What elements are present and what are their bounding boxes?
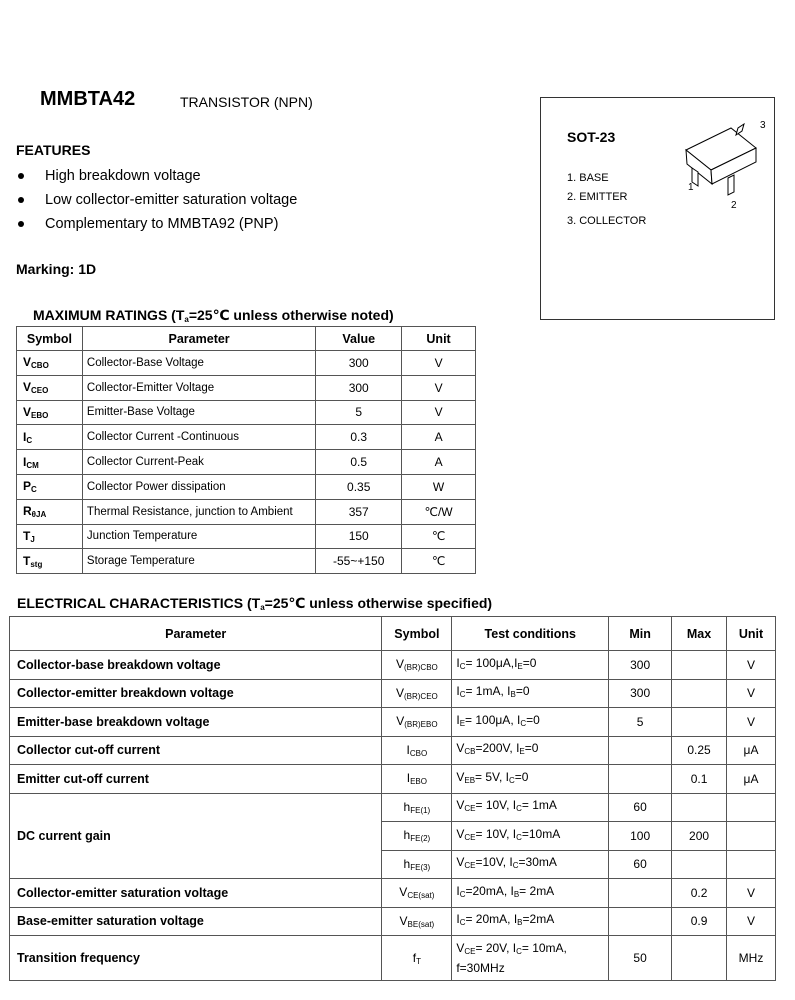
symbol-cell: $V_{CE(sat)}$: [382, 879, 452, 908]
parameter-cell: Thermal Resistance, junction to Ambient: [82, 499, 315, 524]
column-header: Value: [316, 327, 402, 351]
parameter-cell: Emitter cut-off current: [10, 765, 382, 794]
value-cell: 300: [316, 351, 402, 376]
table-row: [17, 351, 476, 376]
symbol-cell: $I_{CBO}$: [382, 736, 452, 765]
min-cell: 300: [609, 651, 672, 680]
max-cell: [672, 850, 727, 879]
parameter-cell: DC current gain: [10, 793, 382, 879]
table-row: [10, 936, 776, 981]
unit-cell: μA: [727, 765, 776, 794]
value-cell: 0.35: [316, 474, 402, 499]
unit-cell: ℃: [402, 524, 476, 549]
max-cell: 0.9: [672, 907, 727, 936]
symbol-cell: $V_{EBO}$: [17, 400, 83, 425]
max-cell: [672, 679, 727, 708]
max-cell: [672, 708, 727, 737]
symbol-cell: $T_J$: [17, 524, 83, 549]
table-row: [10, 708, 776, 737]
condition-cell: $I_C= 1mA$, $I_B=0$: [452, 679, 609, 708]
parameter-cell: Collector-base breakdown voltage: [10, 651, 382, 680]
table-row: [17, 425, 476, 450]
condition-cell: $V_{CE}= 10V$, $I_C=10mA$: [452, 822, 609, 851]
max-cell: 0.2: [672, 879, 727, 908]
max-ratings-title: MAXIMUM RATINGS ($T_a=25℃$ unless otherwise noted): [33, 307, 394, 324]
parameter-cell: Collector Power dissipation: [82, 474, 315, 499]
table-row: [10, 907, 776, 936]
unit-cell: V: [402, 351, 476, 376]
unit-cell: ℃: [402, 549, 476, 574]
symbol-cell: $h_{FE(3)}$: [382, 850, 452, 879]
table-row: [17, 549, 476, 574]
part-number: MMBTA42: [40, 88, 136, 110]
min-cell: [609, 879, 672, 908]
symbol-cell: $V_{(BR)CBO}$: [382, 651, 452, 680]
parameter-cell: Base-emitter saturation voltage: [10, 907, 382, 936]
parameter-cell: Collector-emitter breakdown voltage: [10, 679, 382, 708]
symbol-cell: $I_{EBO}$: [382, 765, 452, 794]
min-cell: 5: [609, 708, 672, 737]
min-cell: 60: [609, 793, 672, 822]
column-header: Symbol: [17, 327, 83, 351]
column-header: Test conditions: [452, 617, 609, 651]
table-row: [17, 524, 476, 549]
min-cell: 300: [609, 679, 672, 708]
feature-item: High breakdown voltage: [16, 164, 297, 188]
pin-2-label: 2. EMITTER: [567, 191, 628, 203]
value-cell: 150: [316, 524, 402, 549]
min-cell: [609, 907, 672, 936]
symbol-cell: $I_C$: [17, 425, 83, 450]
condition-cell: $V_{CE}= 10V$, $I_C= 1mA$: [452, 793, 609, 822]
max-cell: 0.1: [672, 765, 727, 794]
max-ratings-body: [17, 351, 476, 574]
condition-cell: $I_E= 100\mu A$, $I_C=0$: [452, 708, 609, 737]
max-cell: 0.25: [672, 736, 727, 765]
symbol-cell: $T_{stg}$: [17, 549, 83, 574]
table-row: [17, 400, 476, 425]
sot23-package-icon: [676, 110, 771, 220]
condition-cell: $I_C=20mA$, $I_B= 2mA$: [452, 879, 609, 908]
unit-cell: MHz: [727, 936, 776, 981]
electrical-table: [9, 616, 776, 981]
max-cell: [672, 793, 727, 822]
features-list: [16, 164, 297, 236]
table-row: [17, 474, 476, 499]
parameter-cell: Transition frequency: [10, 936, 382, 981]
unit-cell: V: [727, 679, 776, 708]
unit-cell: [727, 822, 776, 851]
pin-3-label: 3. COLLECTOR: [567, 215, 647, 227]
unit-cell: ℃/W: [402, 499, 476, 524]
column-header: Parameter: [82, 327, 315, 351]
unit-cell: [727, 850, 776, 879]
condition-cell: $V_{EB}= 5V$, $I_C=0$: [452, 765, 609, 794]
package-box: [540, 97, 775, 320]
unit-cell: V: [402, 375, 476, 400]
table-header-row: [10, 617, 776, 651]
min-cell: 100: [609, 822, 672, 851]
symbol-cell: $V_{(BR)EBO}$: [382, 708, 452, 737]
electrical-body: [10, 651, 776, 981]
feature-item: Low collector-emitter saturation voltage: [16, 188, 297, 212]
min-cell: [609, 736, 672, 765]
condition-cell: $I_C= 20mA$, $I_B=2mA$: [452, 907, 609, 936]
unit-cell: A: [402, 425, 476, 450]
column-header: Min: [609, 617, 672, 651]
column-header: Unit: [727, 617, 776, 651]
parameter-cell: Collector Current-Peak: [82, 450, 315, 475]
parameter-cell: Collector cut-off current: [10, 736, 382, 765]
min-cell: 50: [609, 936, 672, 981]
value-cell: -55~+150: [316, 549, 402, 574]
max-cell: [672, 936, 727, 981]
unit-cell: V: [727, 651, 776, 680]
max-cell: 200: [672, 822, 727, 851]
unit-cell: [727, 793, 776, 822]
column-header: Parameter: [10, 617, 382, 651]
symbol-cell: $V_{BE(sat)}$: [382, 907, 452, 936]
max-cell: [672, 651, 727, 680]
table-row: [10, 651, 776, 680]
table-row: [10, 793, 776, 822]
bullet-icon: [18, 197, 24, 203]
pin-1-number: 1: [688, 182, 694, 193]
unit-cell: V: [727, 708, 776, 737]
symbol-cell: $h_{FE(2)}$: [382, 822, 452, 851]
table-row: [10, 879, 776, 908]
feature-item: Complementary to MMBTA92 (PNP): [16, 212, 297, 236]
min-cell: [609, 765, 672, 794]
condition-cell: $V_{CB}=200V$, $I_E=0$: [452, 736, 609, 765]
unit-cell: A: [402, 450, 476, 475]
table-row: [10, 679, 776, 708]
unit-cell: V: [727, 879, 776, 908]
bullet-icon: [18, 173, 24, 179]
parameter-cell: Collector-emitter saturation voltage: [10, 879, 382, 908]
value-cell: 5: [316, 400, 402, 425]
table-row: [17, 375, 476, 400]
transistor-type: TRANSISTOR (NPN): [180, 94, 313, 110]
parameter-cell: Junction Temperature: [82, 524, 315, 549]
parameter-cell: Emitter-base breakdown voltage: [10, 708, 382, 737]
value-cell: 0.3: [316, 425, 402, 450]
parameter-cell: Collector Current -Continuous: [82, 425, 315, 450]
unit-cell: V: [402, 400, 476, 425]
parameter-cell: Collector-Base Voltage: [82, 351, 315, 376]
symbol-cell: $V_{(BR)CEO}$: [382, 679, 452, 708]
value-cell: 0.5: [316, 450, 402, 475]
column-header: Symbol: [382, 617, 452, 651]
features-title: FEATURES: [16, 142, 91, 158]
marking-label: Marking: 1D: [16, 261, 97, 277]
symbol-cell: $I_{CM}$: [17, 450, 83, 475]
parameter-cell: Collector-Emitter Voltage: [82, 375, 315, 400]
unit-cell: V: [727, 907, 776, 936]
bullet-icon: [18, 221, 24, 227]
pin-1-label: 1. BASE: [567, 172, 609, 184]
pin-3-number: 3: [760, 120, 766, 131]
pin-2-number: 2: [731, 200, 737, 211]
symbol-cell: $R_{\theta JA}$: [17, 499, 83, 524]
column-header: Unit: [402, 327, 476, 351]
symbol-cell: $f_T$: [382, 936, 452, 981]
unit-cell: W: [402, 474, 476, 499]
electrical-title: ELECTRICAL CHARACTERISTICS ($T_a=25℃$ unless otherwise specified): [17, 595, 493, 612]
parameter-cell: Emitter-Base Voltage: [82, 400, 315, 425]
table-header-row: [17, 327, 476, 351]
condition-cell: $V_{CE}=10V$, $I_C=30mA$: [452, 850, 609, 879]
unit-cell: μA: [727, 736, 776, 765]
symbol-cell: $P_C$: [17, 474, 83, 499]
parameter-cell: Storage Temperature: [82, 549, 315, 574]
value-cell: 357: [316, 499, 402, 524]
symbol-cell: $V_{CEO}$: [17, 375, 83, 400]
condition-cell: $I_C= 100\mu A,I_E=0$: [452, 651, 609, 680]
package-name: SOT-23: [567, 129, 616, 145]
table-row: [10, 765, 776, 794]
table-row: [17, 450, 476, 475]
table-row: [10, 736, 776, 765]
table-row: [17, 499, 476, 524]
column-header: Max: [672, 617, 727, 651]
symbol-cell: $V_{CBO}$: [17, 351, 83, 376]
min-cell: 60: [609, 850, 672, 879]
value-cell: 300: [316, 375, 402, 400]
max-ratings-table: [16, 326, 476, 574]
symbol-cell: $h_{FE(1)}$: [382, 793, 452, 822]
condition-cell: $V_{CE}= 20V$, $I_C= 10mA$, f=30MHz: [452, 936, 609, 981]
